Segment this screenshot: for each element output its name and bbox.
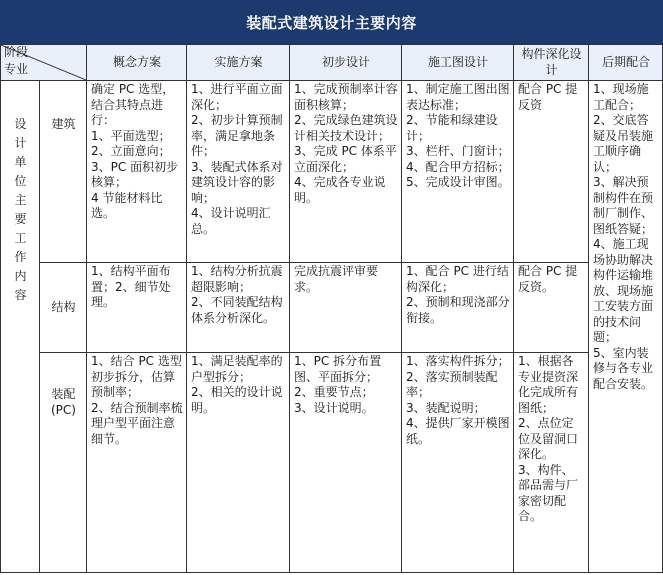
side-label-char: 主: [14, 193, 27, 207]
column-header: 构件深化设计: [514, 45, 589, 81]
table-cell: 1、落实构件拆分； 2、落实预制装配率； 3、装配说明； 4、提供厂家开模图纸。: [402, 353, 514, 573]
table-cell: 1、结合 PC 选型初步拆分，估算预制率； 2、结合预制率梳理户型平面注意细节。: [87, 353, 187, 573]
side-label-char: 作: [14, 250, 27, 264]
table-cell: 配合 PC 提反资。: [514, 263, 589, 353]
table-row: [1, 81, 663, 263]
table-cell: 确定 PC 选型，结合其特点进行： 1、平面选型； 2、立面意向； 3、PC 面积初步核算； 4 节能材料比选。: [87, 81, 187, 263]
table-cell: 配合 PC 提反资: [514, 81, 589, 263]
design-content-table: [0, 44, 663, 573]
column-header: 概念方案: [87, 45, 187, 81]
table-cell: 1、PC 拆分布置图、平面拆分； 2、重要节点； 3、设计说明。: [290, 353, 402, 573]
table-cell: 1、结构平面布置；2、细节处理。: [87, 263, 187, 353]
table-row: [1, 263, 663, 353]
column-header: 初步设计: [290, 45, 402, 81]
table-cell: 1、制定施工图出图表达标准； 2、节能和绿建设计； 3、栏杆、门窗计； 4、配合甲方招标； 5、完成设计审图。: [402, 81, 514, 263]
table-title: 装配式建筑设计主要内容: [0, 0, 663, 44]
table-cell: 1、完成预制率计容面积核算； 2、完成绿色建筑设计相关技术设计； 3、完成 PC 体系平立面深化； 4、完成各专业说明。: [290, 81, 402, 263]
side-label-char: 工: [14, 231, 27, 245]
side-label-char: 位: [14, 174, 27, 188]
corner-discipline-label: 专业: [4, 62, 29, 76]
column-header: 施工图设计: [402, 45, 514, 81]
row-label-prefab: 装配 (PC): [40, 353, 87, 573]
table-cell: 1、结构分析抗震超限影响； 2、不同装配结构体系分析深化。: [187, 263, 290, 353]
table-cell: 1、配合 PC 进行结构深化； 2、预制和现浇部分衔接。: [402, 263, 514, 353]
row-label-architecture: 建筑: [40, 81, 87, 263]
header-row: [1, 45, 663, 81]
side-label-cell: [1, 81, 40, 573]
table-row: [1, 353, 663, 573]
table-cell: 1、进行平面立面深化； 2、初步计算预制率，满足拿地条件； 3、装配式体系对建筑设计容的影响； 4、设计说明汇总。: [187, 81, 290, 263]
row-label-structure: 结构: [40, 263, 87, 353]
side-label-char: 内: [14, 269, 27, 283]
side-label-char: 要: [14, 212, 27, 226]
table-cell: 完成抗震评审要求。: [290, 263, 402, 353]
corner-header-cell: [1, 45, 87, 81]
side-label-char: 计: [14, 136, 27, 150]
corner-stage-label: 阶段: [4, 45, 29, 59]
side-label-char: 设: [14, 117, 27, 131]
column-header: 实施方案: [187, 45, 290, 81]
table-cell-post-coordination: 1、现场施工配合； 2、交底答疑及吊装施工顺序确认； 3、解决预制构件在预制厂制作、图纸答疑； 4、施工现场协助解决构件运输堆放、现场施工安装方面的技术问题； 5、室内装修与各专业配合安装。: [589, 81, 663, 573]
side-label-char: 容: [14, 288, 27, 302]
side-label-char: 单: [14, 155, 27, 169]
table-cell: 1、满足装配率的户型拆分； 2、相关的设计说明。: [187, 353, 290, 573]
table-cell: 1、根据各专业提资深化完成所有图纸； 2、点位定位及留洞口深化。 3、构件、部品需与厂家密切配合。: [514, 353, 589, 573]
column-header: 后期配合: [589, 45, 663, 81]
